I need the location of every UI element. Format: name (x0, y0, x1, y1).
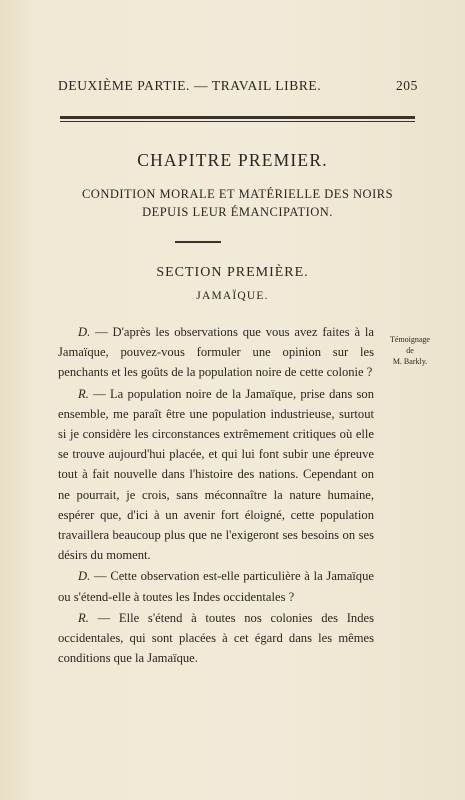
paragraph-text: — La population noire de la Jamaïque, prise dans son ensemble, me paraît être une population industrieuse, surtout si je considère les circonstances extrêmement critiques où elle se trouve aujourd'hui placée, et qui lui font subir une épreuve tout à fait nouvelle dans l'histoire des nations. Cependant on ne pourrait, je crois, sans méconnaître la nature humaine, espérer que, d'ici à un avenir fort éloigné, cette population travaillera beaucoup plus que ne l'exigeront ses besoins on ses désirs du moment. (58, 386, 374, 563)
body-text (58, 322, 374, 669)
chapter-subtitle-line1: CONDITION MORALE ET MATÉRIELLE DES NOIRS (81, 187, 394, 201)
speaker-label: R. (78, 386, 89, 401)
paragraph-text: — D'après les observations que vous avez faites à la Jamaïque, pouvez-vous formuler une opinion sur les penchants et les goûts de la population noire de cette colonie ? (58, 325, 374, 380)
margin-note-line1: Témoignage (390, 335, 430, 344)
header-rule-thin (60, 121, 415, 122)
margin-note-line3: M. Barkly. (392, 357, 428, 366)
speaker-label: R. (78, 610, 89, 625)
speaker-label: D. (78, 325, 91, 339)
page-number: 205 (395, 78, 418, 93)
section-title: SECTION PREMIÈRE. (156, 265, 309, 280)
paragraph-text: — Cette observation est-elle particulière à la Jamaïque ou s'étend-elle à toutes les Indes occidentales ? (58, 569, 374, 604)
section-place: JAMAÏQUE. (196, 290, 269, 302)
paragraph (58, 322, 374, 383)
chapter-subtitle-line2: DEPUIS LEUR ÉMANCIPATION. (142, 205, 333, 219)
paragraph (58, 384, 374, 566)
speaker-label: D. (78, 569, 91, 584)
margin-note (385, 334, 435, 367)
paragraph (58, 608, 374, 669)
section-divider (175, 241, 221, 243)
running-title: DEUXIÈME PARTIE. — TRAVAIL LIBRE. (58, 78, 322, 93)
paragraph (58, 566, 374, 606)
header-rule-thick (60, 116, 415, 119)
paragraph-text: — Elle s'étend à toutes nos colonies des Indes occidentales, qui sont placées à cet égard dans les mêmes conditions que la Jamaïque. (58, 610, 374, 666)
chapter-title: CHAPITRE PREMIER. (137, 150, 328, 170)
margin-note-line2: de (406, 346, 414, 355)
